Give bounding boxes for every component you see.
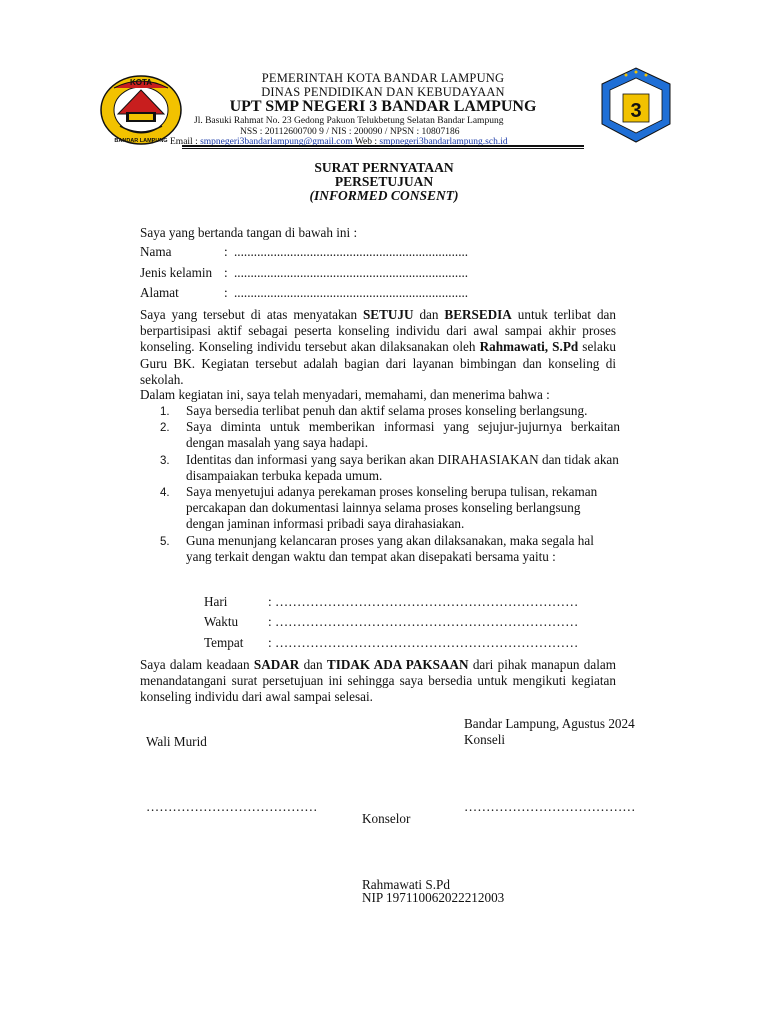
statement-paragraph: Saya yang tersebut di atas menyatakan SETUJU dan BERSEDIA untuk terlibat dan berpartisipasi aktif sebagai peserta konseling individu dari awal sampai akhir proses konseling. Konseling individu tersebut akan dilaksanakan oleh Rahmawati, S.Pd selaku Guru BK. Kegiatan tersebut adalah bagian dari layanan bimbingan dan konseling di sekolah. xyxy=(140,307,617,387)
letterhead-text xyxy=(170,64,586,148)
svg-text:BANDAR LAMPUNG: BANDAR LAMPUNG xyxy=(114,138,168,144)
wali-murid-label: Wali Murid xyxy=(146,734,207,749)
gov-name: PEMERINTAH KOTA BANDAR LAMPUNG xyxy=(261,71,505,85)
school-address: Jl. Basuki Rahmat No. 23 Gedong Pakuon Telukbetung Selatan Bandar Lampung xyxy=(194,116,504,126)
schedule-label-hari: Hari xyxy=(204,594,228,609)
field-label-alamat: Alamat xyxy=(140,285,179,300)
list-item: 2. Saya diminta untuk memberikan informasi yang sejujur-jujurnya berkaitan dengan masalah yang saya hadapi. xyxy=(160,419,620,451)
list-item: 4. Saya menyetujui adanya perekaman proses konseling berupa tulisan, rekaman percakapan dan dokumentasi lainnya selama proses konseling berlangsung dengan jaminan informasi pribadi saya dirahasiakan. xyxy=(160,484,598,532)
list-item: 3. Identitas dan informasi yang saya berikan akan DIRAHASIAKAN dan tidak akan disampaiakan terbuka kepada umum. xyxy=(160,451,619,483)
closing-paragraph: Saya dalam keadaan SADAR dan TIDAK ADA PAKSAAN dari pihak manapun dalam menandatangani surat persetujuan ini sehingga saya bersedia untuk mengikuti kegiatan konseling individu dari awal sampai selesai. xyxy=(140,657,617,705)
letterhead-rule-thick xyxy=(182,145,584,147)
setuju-emphasis: SETUJU xyxy=(362,307,414,322)
bersedia-emphasis: BERSEDIA xyxy=(444,307,512,322)
schedule-input-tempat[interactable]: : …………………………………………………………… xyxy=(268,635,579,650)
consent-list xyxy=(160,403,620,565)
school-name: UPT SMP NEGERI 3 BANDAR LAMPUNG xyxy=(229,98,537,115)
schedule-label-tempat: Tempat xyxy=(204,635,244,650)
counselor-name-bold: Rahmawati, S.Pd xyxy=(479,339,579,355)
school-ids: NSS : 20112600700 9 / NIS : 200090 / NPSN : 10807186 xyxy=(240,126,460,137)
doc-title-line1: SURAT PERNYATAAN xyxy=(314,160,454,175)
svg-text:KOTA: KOTA xyxy=(129,78,153,87)
intro-text: Saya yang bertanda tangan di bawah ini : xyxy=(140,225,358,240)
konseli-label: Konseli xyxy=(464,732,506,747)
sadar-emphasis: SADAR xyxy=(253,657,300,672)
awareness-text: Dalam kegiatan ini, saya telah menyadari, memahami, dan menerima bahwa : xyxy=(140,387,550,402)
doc-title-line2: PERSETUJUAN xyxy=(334,174,434,189)
field-label-jenis-kelamin: Jenis kelamin xyxy=(140,265,213,280)
wali-signature-line[interactable]: ………………………………… xyxy=(146,799,318,814)
list-item: 1. Saya bersedia terlibat penuh dan aktif selama proses konseling berlangsung. xyxy=(160,403,588,418)
field-label-nama: Nama xyxy=(140,244,172,259)
letterhead-rule-thin xyxy=(182,148,584,149)
konselor-nip: NIP 197110062022212003 xyxy=(362,890,505,905)
list-item: 5. Guna menunjang kelancaran proses yang akan dilaksanakan, maka segala hal yang terkait dengan waktu dan tempat akan disepakati bersama yaitu : xyxy=(160,532,594,564)
schedule-input-waktu[interactable]: : …………………………………………………………… xyxy=(268,614,579,629)
place-date: Bandar Lampung, Agustus 2024 xyxy=(464,716,635,731)
contact-line: Email : smpnegeri3bandarlampung@gmail.com Web : smpnegeri3bandarlampung.sch.id xyxy=(170,137,508,147)
dept-name: DINAS PENDIDIKAN DAN KEBUDAYAAN xyxy=(261,84,505,99)
tidak-ada-paksaan-emphasis: TIDAK ADA PAKSAAN xyxy=(326,657,469,672)
konselor-name: Rahmawati S.Pd xyxy=(362,877,450,892)
konselor-label: Konselor xyxy=(362,811,411,826)
city-emblem-icon xyxy=(96,68,186,148)
field-colon-nama: : xyxy=(224,244,228,259)
schedule-input-hari[interactable]: : …………………………………………………………… xyxy=(268,594,579,609)
field-colon-jenis-kelamin: : xyxy=(224,265,228,280)
konseli-signature-line[interactable]: ………………………………… xyxy=(464,799,636,814)
field-input-alamat[interactable]: ....................................................................... xyxy=(234,285,469,300)
school-badge-icon xyxy=(596,66,676,144)
doc-title-line3: (INFORMED CONSENT) xyxy=(309,188,459,203)
field-colon-alamat: : xyxy=(224,285,228,300)
web-link[interactable]: smpnegeri3bandarlampung.sch.id xyxy=(379,137,508,147)
schedule-label-waktu: Waktu xyxy=(204,614,239,629)
field-input-nama[interactable]: ....................................................................... xyxy=(234,244,469,259)
email-link[interactable]: smpnegeri3bandarlampung@gmail.com xyxy=(200,137,353,147)
field-input-jenis-kelamin[interactable]: ....................................................................... xyxy=(234,265,469,280)
letterhead xyxy=(96,64,676,154)
svg-text:3: 3 xyxy=(630,100,642,122)
